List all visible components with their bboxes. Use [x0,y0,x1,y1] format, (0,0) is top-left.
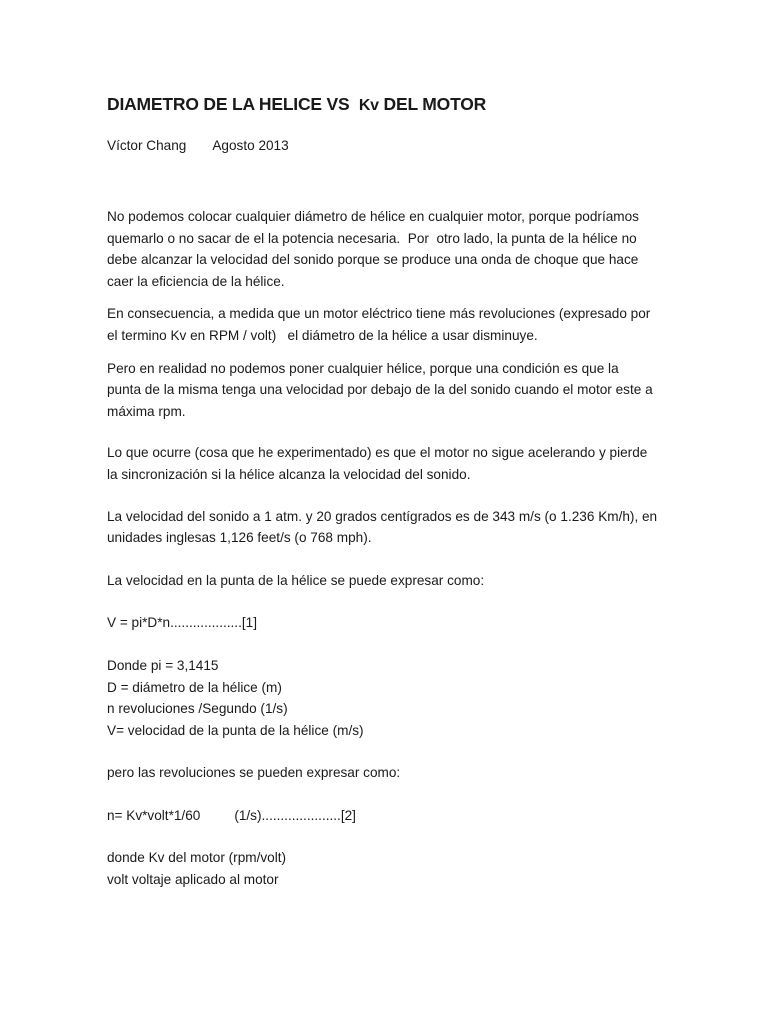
text-line: pero las revoluciones se pueden expresar como: [107,765,401,781]
paragraph-revolutions [107,762,667,784]
text-line: En consecuencia, a medida que un motor eléctrico tiene más revoluciones (expresado por [107,306,651,322]
paragraph-condition [107,358,667,423]
text-line: La velocidad en la punta de la hélice se puede expresar como: [107,572,485,588]
text-line: Lo que ocurre (cosa que he experimentado) es que el motor no sigue acelerando y pierde [107,445,648,461]
paragraph-sound-speed [107,506,667,549]
text-line: el termino Kv en RPM / volt) el diámetro de la hélice a usar disminuye. [107,327,538,343]
document-date: Agosto 2013 [212,138,289,153]
text-line: No podemos colocar cualquier diámetro de hélice en cualquier motor, porque podríamos [107,209,639,224]
title-text: DIAMETRO DE LA HELICE VS [107,94,359,114]
definitions-list [107,655,667,741]
paragraph-consequence [107,303,667,346]
text-line: Pero en realidad no podemos poner cualquier hélice, porque una condición es que la [107,360,619,376]
formula-line: V = pi*D*n...................[1] [107,615,257,631]
author-line [107,136,667,156]
definitions-list-2 [107,847,667,890]
definition-line: D = diámetro de la hélice (m) [107,679,282,695]
document-title [107,92,667,118]
text-line: La velocidad del sonido a 1 atm. y 20 grados centígrados es de 343 m/s (o 1.236 Km/h), en [107,508,658,524]
author-name: Víctor Chang [107,138,187,153]
definition-line: Donde pi = 3,1415 [107,657,219,673]
definition-line: volt voltaje aplicado al motor [107,872,279,888]
title-end: DEL MOTOR [378,94,487,114]
paragraph-tip-speed [107,570,667,592]
paragraph-experience [107,442,667,485]
text-line: unidades inglesas 1,126 feet/s (o 768 mph). [107,530,372,546]
paragraph-intro [107,206,667,292]
formula-2 [107,805,667,827]
text-line: quemarlo o no sacar de el la potencia necesaria. Por otro lado, la punta de la hélice no [107,230,637,246]
formula-line: n= Kv*volt*1/60 (1/s).....................[2] [107,807,356,823]
title-kv: Kv [358,97,379,114]
definition-line: V= velocidad de la punta de la hélice (m/s) [107,722,364,738]
definition-line: donde Kv del motor (rpm/volt) [107,850,287,866]
text-line: caer la eficiencia de la hélice. [107,273,285,289]
definition-line: n revoluciones /Segundo (1/s) [107,701,288,717]
text-line: la sincronización si la hélice alcanza la velocidad del sonido. [107,466,471,482]
document-content [107,92,667,891]
text-line: máxima rpm. [107,403,186,419]
text-line: punta de la misma tenga una velocidad por debajo de la del sonido cuando el motor este a [107,382,653,398]
formula-1 [107,612,667,634]
text-line: debe alcanzar la velocidad del sonido porque se produce una onda de choque que hace [107,252,639,268]
